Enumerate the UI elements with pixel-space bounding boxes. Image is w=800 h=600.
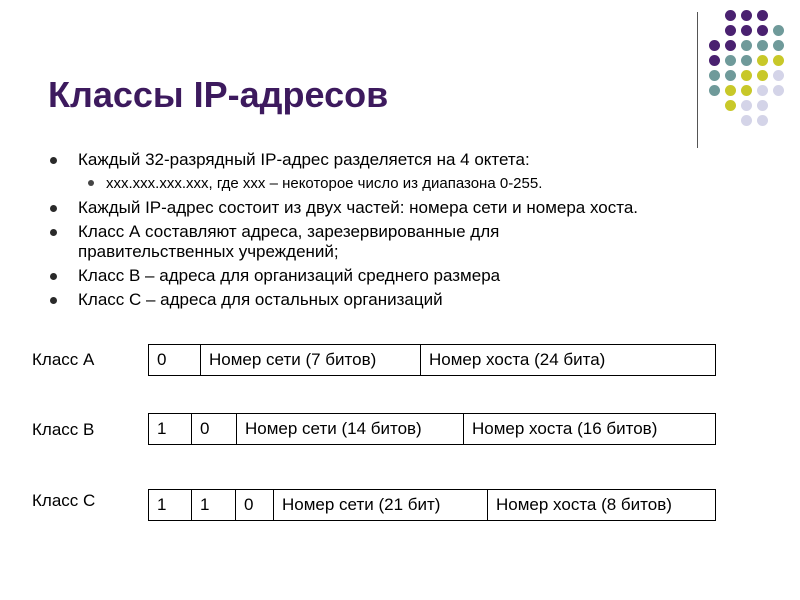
bullet-item [48,266,748,286]
decorative-dot [741,40,752,51]
sub-bullet-item [48,174,748,194]
class-a-host-cell: Номер хоста (24 бита) [429,350,606,369]
bullet-text: Каждый 32-разрядный IP-адрес разделяется на 4 октета: [78,150,530,169]
decorative-dot [709,85,720,96]
decorative-dot [757,100,768,111]
class-a-address-diagram [148,344,716,376]
decorative-dot [757,55,768,66]
bullet-dot-icon [50,157,57,164]
decorative-dot [709,55,720,66]
bullet-item [48,222,618,262]
decorative-dot [725,55,736,66]
decorative-dot [725,70,736,81]
bullet-dot-icon [50,297,57,304]
class-c-host-cell: Номер хоста (8 битов) [496,495,672,514]
decorative-dot [773,70,784,81]
class-a-label: Класс А [32,350,95,369]
bullet-dot-icon [88,180,94,186]
decorative-dot [757,85,768,96]
decorative-dot [741,100,752,111]
decorative-dot [741,10,752,21]
class-b-network-cell: Номер сети (14 битов) [237,414,464,444]
bullet-dot-icon [50,205,57,212]
decorative-dot [757,40,768,51]
bullet-dot-icon [50,229,57,236]
bullet-text: Класс А составляют адреса, зарезервированные для правительственных учреждений; [78,222,500,261]
class-b-bit-cell: 0 [192,414,237,444]
class-c-address-diagram [148,489,716,521]
decorative-dot [709,40,720,51]
decorative-dot [773,85,784,96]
slide-title: Классы IP-адресов [48,74,389,115]
decorative-dot [709,70,720,81]
class-b-label: Класс В [32,420,95,439]
bullet-list [48,150,748,314]
bullet-text: Класс С – адреса для остальных организаций [78,290,443,309]
bullet-item [48,290,748,310]
decorative-dot [757,10,768,21]
decorative-dot [773,55,784,66]
decorative-dot [741,115,752,126]
class-c-label: Класс С [32,491,96,510]
class-c-network-cell: Номер сети (21 бит) [274,490,488,520]
decorative-dot [773,40,784,51]
bullet-text: Класс В – адреса для организаций среднего размера [78,266,501,285]
class-b-address-diagram [148,413,716,445]
bullet-text: xxx.xxx.xxx.xxx, где xxx – некоторое число из диапазона 0-255. [106,175,543,192]
bullet-dot-icon [50,273,57,280]
class-b-bit-cell: 1 [149,414,192,444]
decorative-dot [725,25,736,36]
bullet-item [48,150,748,170]
decorative-dot [741,70,752,81]
decorative-dot [757,115,768,126]
decorative-dot [773,25,784,36]
decorative-dot [725,85,736,96]
class-c-bit-cell: 0 [236,490,274,520]
bullet-text: Каждый IP-адрес состоит из двух частей: номера сети и номера хоста. [78,198,639,217]
decorative-dot [741,55,752,66]
class-b-host-cell: Номер хоста (16 битов) [472,419,658,438]
decorative-dot [725,10,736,21]
decorative-dot [741,25,752,36]
decorative-divider-line [697,12,698,148]
bullet-item [48,198,748,218]
decorative-dot [725,40,736,51]
class-a-bit-cell: 0 [149,345,201,375]
decorative-dot [725,100,736,111]
decorative-dot-grid [709,10,789,130]
class-a-network-cell: Номер сети (7 битов) [201,345,421,375]
class-c-bit-cell: 1 [149,490,192,520]
class-c-bit-cell: 1 [192,490,236,520]
decorative-dot [741,85,752,96]
decorative-dot [757,70,768,81]
decorative-dot [757,25,768,36]
